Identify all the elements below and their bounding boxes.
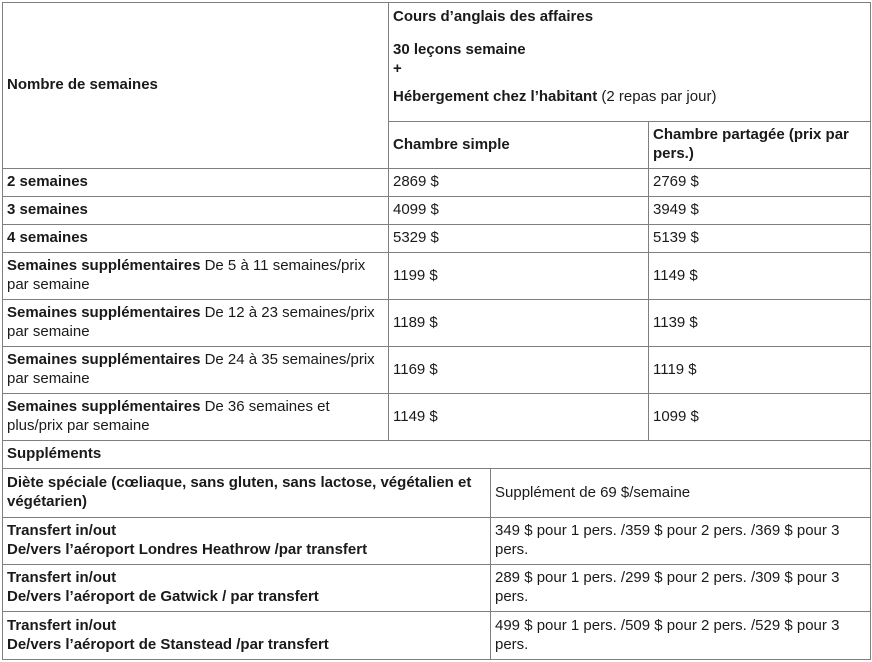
table-row	[3, 253, 871, 300]
row-label	[3, 225, 389, 253]
supplement-value: 289 $ pour 1 pers. /299 $ pour 2 pers. /309 $ pour 3 pers.	[491, 565, 871, 612]
supplement-row	[3, 469, 871, 518]
supplements-title-row	[3, 441, 871, 469]
table-row	[3, 347, 871, 394]
row-label	[3, 197, 389, 225]
header-single-room: Chambre simple	[389, 122, 649, 169]
accommodation-bold: Hébergement chez l’habitant	[393, 88, 598, 106]
supplement-label	[3, 612, 491, 660]
supplement-label	[3, 518, 491, 565]
header-shared-room: Chambre partagée (prix par pers.)	[649, 122, 871, 169]
price-shared: 1149 $	[649, 253, 871, 300]
row-label-bold: 2 semaines	[7, 173, 88, 191]
price-single: 1199 $	[389, 253, 649, 300]
row-label-rest: De 12 à 23 semaines/prix par semaine	[7, 304, 375, 340]
supplement-row	[3, 612, 871, 660]
supplements-title: Suppléments	[3, 441, 871, 469]
price-shared: 2769 $	[649, 169, 871, 197]
price-shared: 3949 $	[649, 197, 871, 225]
accommodation-rest: (2 repas par jour)	[597, 88, 717, 106]
supplement-row	[3, 518, 871, 565]
supplement-label-line2: De/vers l’aéroport de Gatwick / par transfert	[7, 588, 319, 605]
table-row	[3, 225, 871, 253]
table-row	[3, 300, 871, 347]
price-single: 2869 $	[389, 169, 649, 197]
course-title: Cours d’anglais des affaires	[393, 8, 594, 25]
price-single: 4099 $	[389, 197, 649, 225]
header-number-of-weeks: Nombre de semaines	[3, 3, 389, 169]
row-label-bold: Semaines supplémentaires	[7, 351, 201, 369]
header-row-course	[3, 3, 871, 122]
price-shared: 5139 $	[649, 225, 871, 253]
price-single: 1169 $	[389, 347, 649, 394]
row-label-bold: Semaines supplémentaires	[7, 398, 201, 416]
course-accommodation	[393, 88, 866, 107]
course-lessons: 30 leçons semaine	[393, 40, 526, 58]
supplement-label-line2: De/vers l’aéroport Londres Heathrow /par transfert	[7, 541, 368, 558]
row-label-rest: De 24 à 35 semaines/prix par semaine	[7, 351, 375, 387]
supplement-label	[3, 469, 491, 518]
header-course-description	[389, 3, 871, 122]
supplement-row	[3, 565, 871, 612]
row-label-rest: De 36 semaines et plus/prix par semaine	[7, 398, 330, 434]
supplement-label-line1: Transfert in/out	[7, 569, 117, 587]
row-label	[3, 169, 389, 197]
course-plus-sign: +	[393, 59, 402, 77]
row-label	[3, 394, 389, 441]
price-shared: 1139 $	[649, 300, 871, 347]
course-pricing-table	[2, 2, 871, 441]
price-single: 1149 $	[389, 394, 649, 441]
supplements-table	[2, 440, 871, 660]
supplement-label-line1: Transfert in/out	[7, 522, 117, 540]
price-shared: 1119 $	[649, 347, 871, 394]
table-row	[3, 169, 871, 197]
supplement-label-line2: De/vers l’aéroport de Stanstead /par transfert	[7, 635, 329, 653]
supplement-label	[3, 565, 491, 612]
table-row	[3, 394, 871, 441]
row-label	[3, 300, 389, 347]
table-row	[3, 197, 871, 225]
supplement-value: Supplément de 69 $/semaine	[491, 469, 871, 518]
row-label-bold: Semaines supplémentaires	[7, 257, 201, 275]
row-label-bold: 4 semaines	[7, 229, 88, 247]
pricing-table-page	[2, 2, 870, 660]
row-label-bold: 3 semaines	[7, 201, 88, 219]
price-shared: 1099 $	[649, 394, 871, 441]
row-label	[3, 347, 389, 394]
price-single: 5329 $	[389, 225, 649, 253]
supplement-label-line1: Diète spéciale (cœliaque, sans gluten, sans lactose, végétalien et végétarien)	[7, 474, 472, 510]
supplement-value: 349 $ pour 1 pers. /359 $ pour 2 pers. /369 $ pour 3 pers.	[491, 518, 871, 565]
row-label	[3, 253, 389, 300]
price-single: 1189 $	[389, 300, 649, 347]
supplement-value: 499 $ pour 1 pers. /509 $ pour 2 pers. /529 $ pour 3 pers.	[491, 612, 871, 660]
row-label-rest: De 5 à 11 semaines/prix par semaine	[7, 257, 366, 293]
row-label-bold: Semaines supplémentaires	[7, 304, 201, 322]
supplement-label-line1: Transfert in/out	[7, 616, 117, 634]
